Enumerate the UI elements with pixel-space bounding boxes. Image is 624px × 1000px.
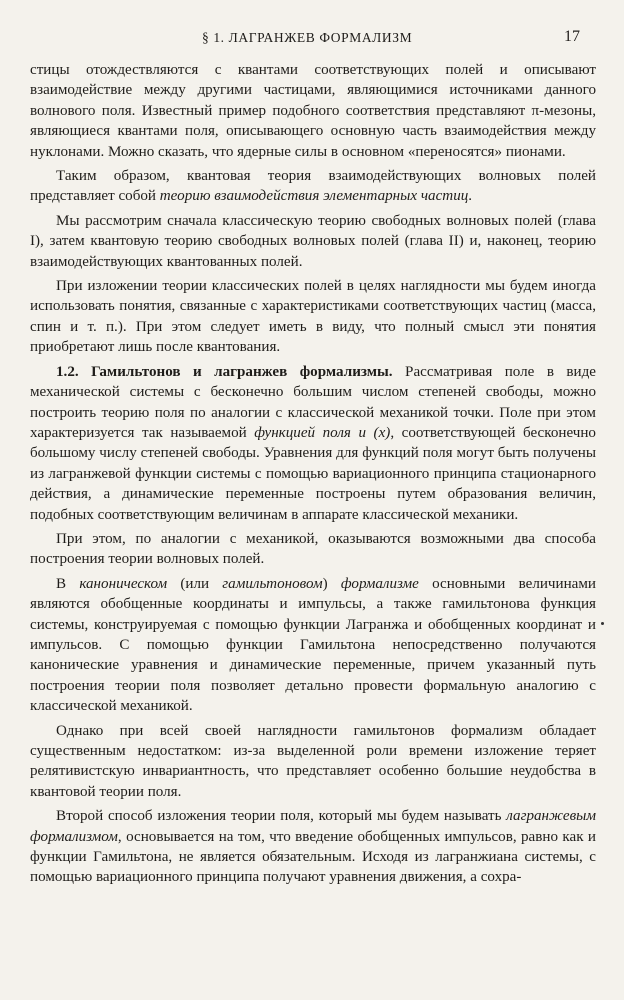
text-segment: . [468,188,473,205]
italic-term: каноническом [79,575,168,592]
paragraph-7 [30,574,596,717]
text-segment: (или [167,575,223,592]
text-segment: Второй способ изложения теории поля, который мы будем называть [56,808,507,825]
paragraph-9 [30,806,596,888]
text-segment: ) [322,575,341,592]
text-segment: основными величинами являются обобщенные координаты и импульсы, а также гамильтонова функция системы, конструируемая с помощью функции Лагранжа и обобщенных координат и импульсов. С помощью функции Гамильтона непосредственно получаются канонические уравнения и динамические переменные, причем указанный путь построения теории поля позволяет детально провести формальную аналогию с классической механикой. [30,575,596,715]
margin-dot [601,622,604,625]
italic-term: теорию взаимодействия элементарных частиц [159,188,469,205]
paragraph-8 [30,721,596,803]
italic-term: гамильтоновом [222,575,323,592]
paragraph-4 [30,276,596,358]
italic-term: лагранжевым формализмом [30,808,596,845]
text-segment: Таким образом, квантовая теория взаимодействующих волновых полей представляет собой [30,168,596,205]
text-segment: Мы рассмотрим сначала классическую теорию свободных волновых полей (глава I), затем квантовую теорию свободных волновых полей (глава II) и, наконец, теорию взаимодействующих квантованных полей. [30,212,596,270]
text-segment: , соответствующей бесконечно большому числу степеней свободы. Уравнения для функций поля могут быть получены из лагранжевой функции системы с помощью вариационного принципа стационарного действия, а динамические переменные построены путем образования величин, подобных соответствующим величинам в аппарате классической механики. [30,424,596,523]
paragraph-1 [30,60,596,162]
text-segment: При изложении теории классических полей в целях наглядности мы будем иногда использовать понятия, связанные с характеристиками соответствующих частиц (масса, спин и т. п.). При этом следует иметь в виду, что полный смысл эти понятия приобретают лишь после квантования. [30,278,596,356]
paragraph-6 [30,529,596,570]
text-segment: При этом, по аналогии с механикой, оказываются возможными два способа построения теории волновых полей. [30,530,596,568]
italic-term: формализме [340,575,419,592]
paragraph-5 [30,362,596,525]
text-segment: стицы отождествляются с квантами соответствующих полей и описывают взаимодействие между другими частицами, являющимися источниками данного волнового поля. Известный пример подобного соответствия представляют π-мезоны, являющиеся квантами поля, описывающего основную часть взаимодействия между нуклонами. Можно сказать, что ядерные силы в основном «переносятся» пионами. [30,62,596,160]
running-title: § 1. ЛАГРАНЖЕВ ФОРМАЛИЗМ [202,30,413,45]
paragraph-3 [30,211,596,272]
italic-term: функцией поля u (x) [254,424,391,441]
running-head [0,28,624,50]
text-segment: Однако при всей своей наглядности гамильтонов формализм обладает существенным недостатком: из-за выделенной роли времени изложение теряет релятивистскую инвариантность, что представляет особенно большие неудобства в квантовой теории поля. [30,722,596,800]
section-heading: 1.2. Гамильтонов и лагранжев формализмы. [56,363,393,380]
text-segment: , основывается на том, что введение обобщенных импульсов, равно как и функции Гамильтона, не является обязательным. Исходя из лагранжиана системы, с помощью вариационного принципа получают уравнения движения, а сохра- [30,828,596,886]
paragraph-2 [30,166,596,207]
text-segment: Рассматривая поле в виде механической системы с бесконечно большим числом степеней свободы, можно построить теорию поля по аналогии с классической механикой точки. Поле при этом характеризуется так называемой [30,363,597,441]
page-number: 17 [564,28,580,45]
body-text [30,60,596,892]
text-segment: В [56,575,80,592]
